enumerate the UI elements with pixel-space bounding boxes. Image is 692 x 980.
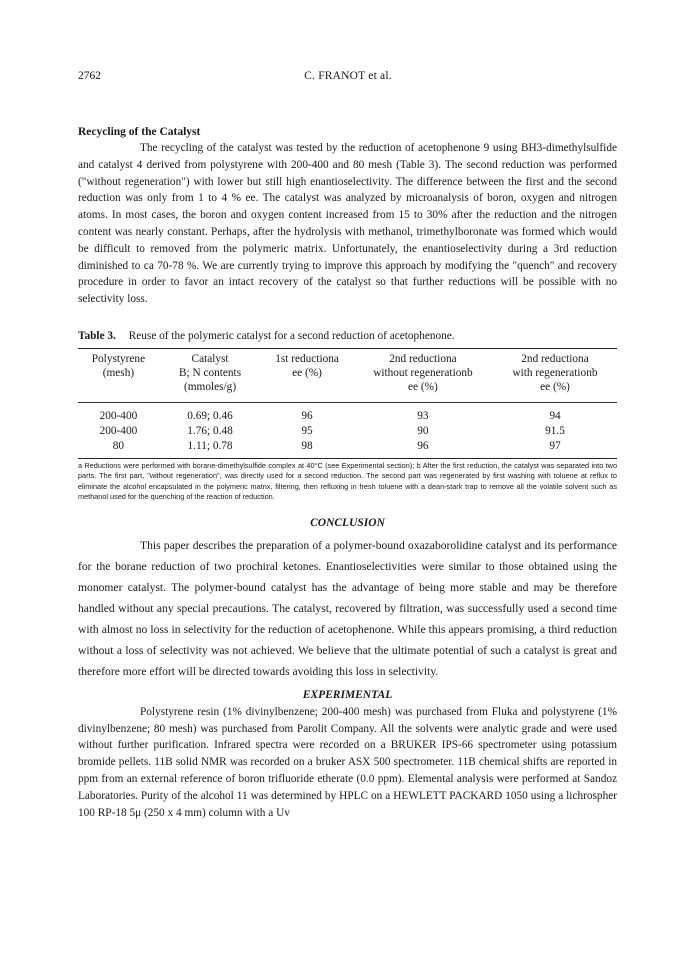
table-header-row — [78, 349, 617, 402]
table-bottom-rule — [78, 458, 617, 459]
table-header-cell: Catalyst B; N contents (mmoles/g) — [178, 352, 242, 393]
experimental-paragraph: Polystyrene resin (1% divinylbenzene; 200-400 mesh) was purchased from Fluka and polystyrene (1% divinylbenzene; 80 mesh) was purchased from Parolit Company. All the solvents were analytic grade and were used without further purification. Infrared spectra were recorded on a BRUKER IPS-66 spectrometer using potassium bromide pellets. 11B solid NMR was recorded on a bruker ASX 500 spectrometer. 11B chemical shifts are reported in ppm from an external reference of boron trifluoride etherate (0.0 ppm). Elemental analysis were performed at Sandoz Laboratories. Purity of the alcohol 11 was determined by HPLC on a HEWLETT PACKARD 1050 using a lichrospher 100 RP-18 5μ (250 x 4 mm) column with a Uv — [78, 705, 617, 820]
table-header-cell: 2nd reductiona without regenerationb ee (%) — [373, 352, 473, 393]
table-cell: 94 — [549, 409, 561, 422]
table-row — [78, 439, 617, 458]
table-cell: 91.5 — [545, 424, 565, 437]
experimental-heading: EXPERIMENTAL — [302, 688, 393, 701]
conclusion-paragraph: This paper describes the preparation of a polymer-bound oxazaborolidine catalyst and its performance for the borane reduction of two prochiral ketones. Enantioselectivities were similar to those obtained using the monomer catalyst. The polymer-bound catalyst has the advantage of being more stable and may be therefore handled without any special precautions. The catalyst, recovered by filtration, was successfully used a second time with almost no loss in selectivity for the reduction of acetophenone. While this appears promising, a third reduction without a loss of selectivity was not achieved. We believe that the ultimate potential of such a catalyst is great and therefore more effort will be directed towards avoiding this loss in selectivity. — [78, 538, 617, 678]
page-body — [78, 124, 617, 822]
table-cell: 96 — [301, 409, 313, 422]
table-cell: 98 — [301, 439, 313, 452]
recycling-table — [78, 349, 617, 458]
page-number: 2762 — [78, 70, 101, 82]
recycling-paragraph: The recycling of the catalyst was tested by the reduction of acetophenone 9 using BH3-dimethylsulfide and catalyst 4 derived from polystyrene with 200-400 and 80 mesh (Table 3). The second reduction was performed ("without regeneration") with lower but still high enantioselectivity. The difference between the first and the second reduction was only from 1 to 4 % ee. The catalyst was analyzed by microanalysis of boron, oxygen and nitrogen atoms. In most cases, the boron and oxygen content increased from 15 to 30% after the reduction and the nitrogen content was nearly constant. Perhaps, after the hydrolysis with methanol, trimethylboronate was formed which would be difficult to removed from the polymeric matrix. Unfortunately, the enantioselectivity during a 3rd reduction diminished to ca 70-78 %. We are currently trying to improve this approach by modifying the "quench" and recovery procedure in order to favor an intact recovery of the catalyst so that further reductions will be possible with no selectivity loss. — [78, 142, 617, 306]
table-cell: 1.76; 0.48 — [187, 424, 233, 437]
table-header-cell: 1st reductiona ee (%) — [275, 352, 339, 379]
table-cell: 95 — [301, 424, 313, 437]
running-head: C. FRANOT et al. — [304, 70, 392, 82]
table-header-cell: 2nd reductiona with regenerationb ee (%) — [512, 352, 598, 393]
table-footnote: a Reductions were performed with borane-dimethylsulfide complex at 40°C (see Experimental section); b After the first reduction, the catalyst was separated into two parts. The first part, "without regeneration", was directly used for a second reduction. The second part was regenerated by first washing with toluene at reflux to eliminate the alcohol encapsulated in the polymeric matrix, filtering, then refluxing in fresh toluene with a dean-stark trap to remove all the volatile solvent such as methanol used for the quenching of the reaction of reduction. — [78, 460, 617, 502]
conclusion-heading: CONCLUSION — [310, 516, 385, 529]
table-cell: 200-400 — [99, 409, 138, 422]
table-caption — [78, 329, 617, 344]
table-cell: 93 — [417, 409, 429, 422]
table-cell: 90 — [417, 424, 429, 437]
table-row — [78, 424, 617, 439]
table-cell: 1.11; 0.78 — [187, 439, 233, 452]
recycling-heading: Recycling of the Catalyst — [78, 126, 201, 138]
table-row — [78, 403, 617, 424]
table-cell: 200-400 — [99, 424, 138, 437]
table-cell: 96 — [417, 439, 429, 452]
table-cell: 80 — [112, 439, 125, 452]
table-label: Table 3. — [78, 329, 116, 342]
table-header-cell: Polystyrene (mesh) — [91, 352, 146, 379]
table-cell: 97 — [549, 439, 561, 452]
table-cell: 0.69; 0.46 — [187, 409, 233, 422]
table-caption-text: Reuse of the polymeric catalyst for a second reduction of acetophenone. — [128, 329, 455, 342]
